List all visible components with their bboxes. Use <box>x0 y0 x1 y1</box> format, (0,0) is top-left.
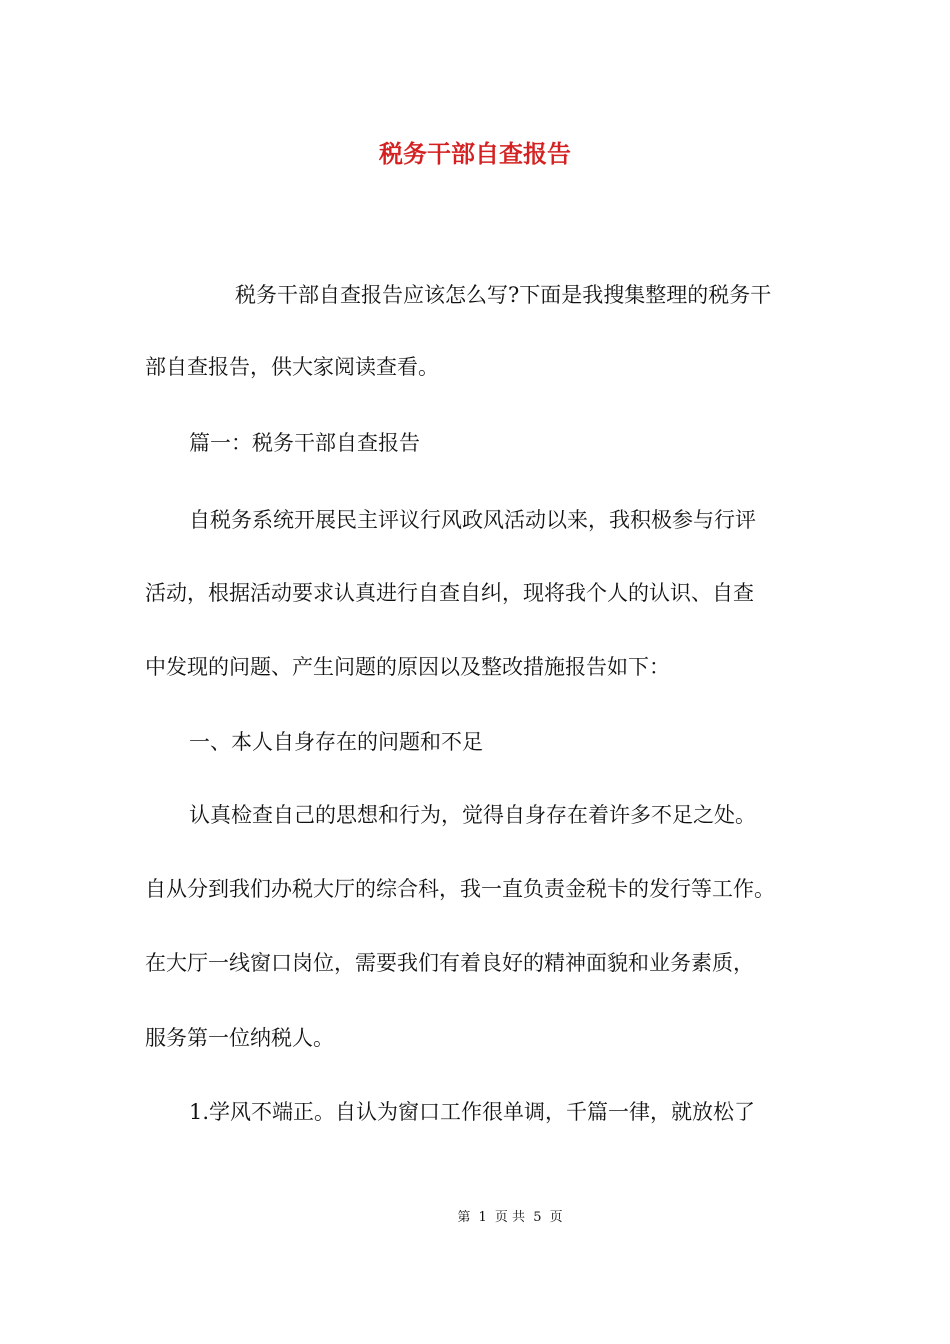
footer-suffix: 页 <box>549 1210 563 1225</box>
section-heading-2: 一、本人自身存在的问题和不足 <box>189 730 483 754</box>
footer-current-page: 1 <box>478 1210 487 1225</box>
paragraph-line-7: 自从分到我们办税大厅的综合科，我一直负责金税卡的发行等工作。 <box>145 877 775 901</box>
paragraph-line-2: 部自查报告，供大家阅读查看。 <box>145 355 439 379</box>
paragraph-line-1: 税务干部自查报告应该怎么写?下面是我搜集整理的税务干 <box>235 283 772 307</box>
paragraph-line-10: 1.学风不端正。自认为窗口工作很单调，千篇一律，就放松了 <box>189 1100 756 1124</box>
paragraph-line-5: 中发现的问题、产生问题的原因以及整改措施报告如下： <box>145 655 670 679</box>
footer-mid: 页 共 <box>494 1210 526 1225</box>
footer-prefix: 第 <box>457 1210 471 1225</box>
document-title: 税务干部自查报告 <box>379 139 571 168</box>
page-footer <box>0 1208 950 1228</box>
paragraph-line-6: 认真检查自己的思想和行为，觉得自身存在着许多不足之处。 <box>189 803 756 827</box>
paragraph-line-4: 活动，根据活动要求认真进行自查自纠，现将我个人的认识、自查 <box>145 581 754 605</box>
footer-total-pages: 5 <box>533 1210 542 1225</box>
paragraph-line-3: 自税务系统开展民主评议行风政风活动以来，我积极参与行评 <box>189 508 756 532</box>
section-heading-1: 篇一：税务干部自查报告 <box>189 431 420 455</box>
paragraph-line-8: 在大厅一线窗口岗位，需要我们有着良好的精神面貌和业务素质， <box>145 951 754 975</box>
paragraph-line-9: 服务第一位纳税人。 <box>145 1026 334 1050</box>
